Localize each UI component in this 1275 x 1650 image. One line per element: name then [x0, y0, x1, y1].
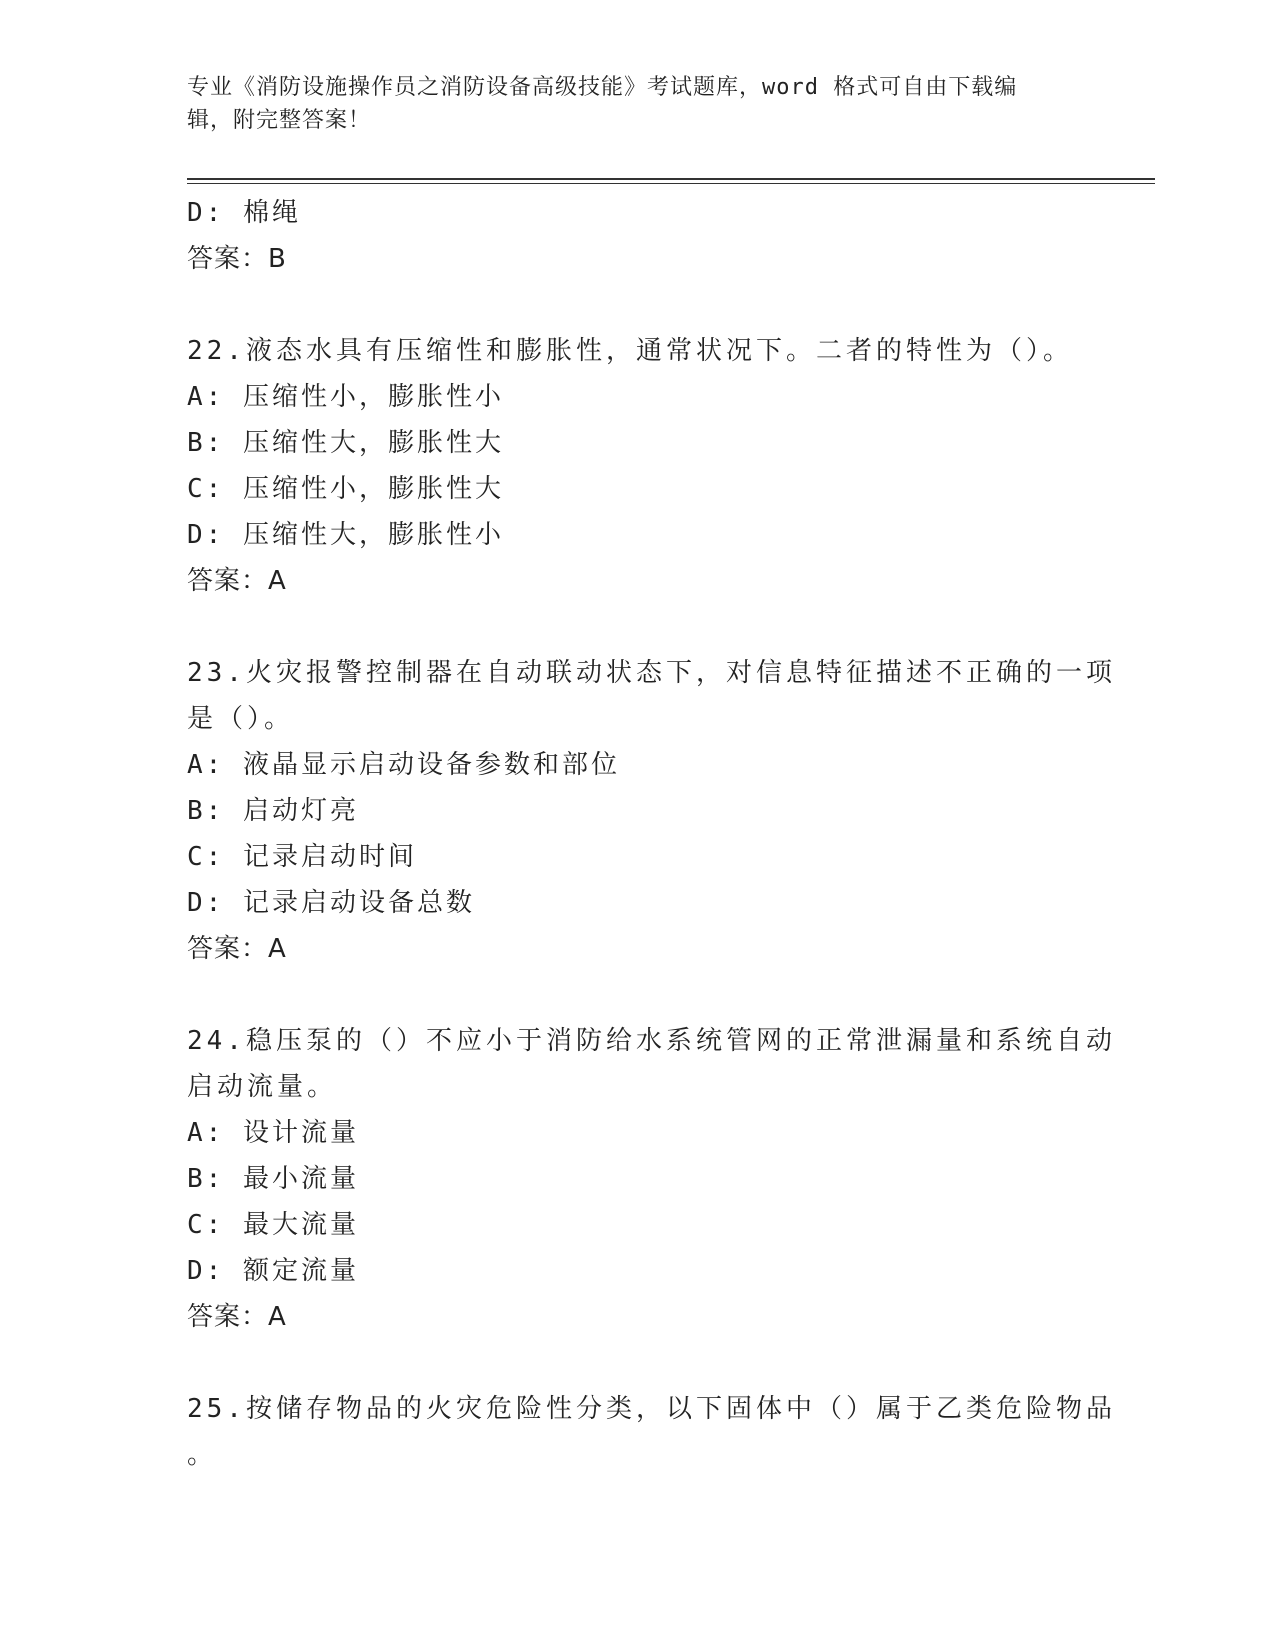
option-a: A: 设计流量 — [187, 1118, 359, 1148]
question-24 — [187, 1018, 1116, 1340]
option-d: D: 棉绳 — [187, 198, 301, 228]
question-25 — [187, 1386, 1116, 1478]
option-d: D: 压缩性大，膨胀性小 — [187, 520, 504, 550]
document-header — [187, 71, 1087, 137]
question-text-cont: 。 — [187, 1440, 218, 1470]
option-b: B: 启动灯亮 — [187, 796, 359, 826]
header-line-1: 专业《消防设施操作员之消防设备高级技能》考试题库，word 格式可自由下载编 — [187, 75, 1018, 100]
question-text: 25.按储存物品的火灾危险性分类，以下固体中（）属于乙类危险物品 — [187, 1394, 1116, 1424]
spacer — [187, 1340, 1087, 1386]
option-b: B: 最小流量 — [187, 1164, 359, 1194]
option-c: C: 记录启动时间 — [187, 842, 417, 872]
question-text: 24.稳压泵的（）不应小于消防给水系统管网的正常泄漏量和系统自动 — [187, 1026, 1116, 1056]
answer-line: 答案：A — [187, 934, 287, 964]
question-22 — [187, 328, 1087, 604]
question-text: 22.液态水具有压缩性和膨胀性，通常状况下。二者的特性为（）。 — [187, 336, 1073, 366]
question-list — [187, 190, 1116, 1478]
spacer — [187, 282, 1087, 328]
option-d: D: 记录启动设备总数 — [187, 888, 475, 918]
question-text: 23.火灾报警控制器在自动联动状态下，对信息特征描述不正确的一项 — [187, 658, 1116, 688]
option-b: B: 压缩性大，膨胀性大 — [187, 428, 504, 458]
option-a: A: 压缩性小，膨胀性小 — [187, 382, 504, 412]
option-a: A: 液晶显示启动设备参数和部位 — [187, 750, 620, 780]
question-23 — [187, 650, 1116, 972]
option-c: C: 最大流量 — [187, 1210, 359, 1240]
header-divider-thin — [187, 183, 1155, 184]
question-text-cont: 是（）。 — [187, 704, 295, 734]
answer-line: 答案：B — [187, 244, 287, 274]
header-line-2: 辑，附完整答案！ — [187, 108, 372, 133]
spacer — [187, 604, 1087, 650]
question-text-cont: 启动流量。 — [187, 1072, 338, 1102]
answer-line: 答案：A — [187, 1302, 287, 1332]
answer-line: 答案：A — [187, 566, 287, 596]
option-c: C: 压缩性小，膨胀性大 — [187, 474, 504, 504]
spacer — [187, 972, 1087, 1018]
option-d: D: 额定流量 — [187, 1256, 359, 1286]
header-divider — [187, 178, 1155, 180]
